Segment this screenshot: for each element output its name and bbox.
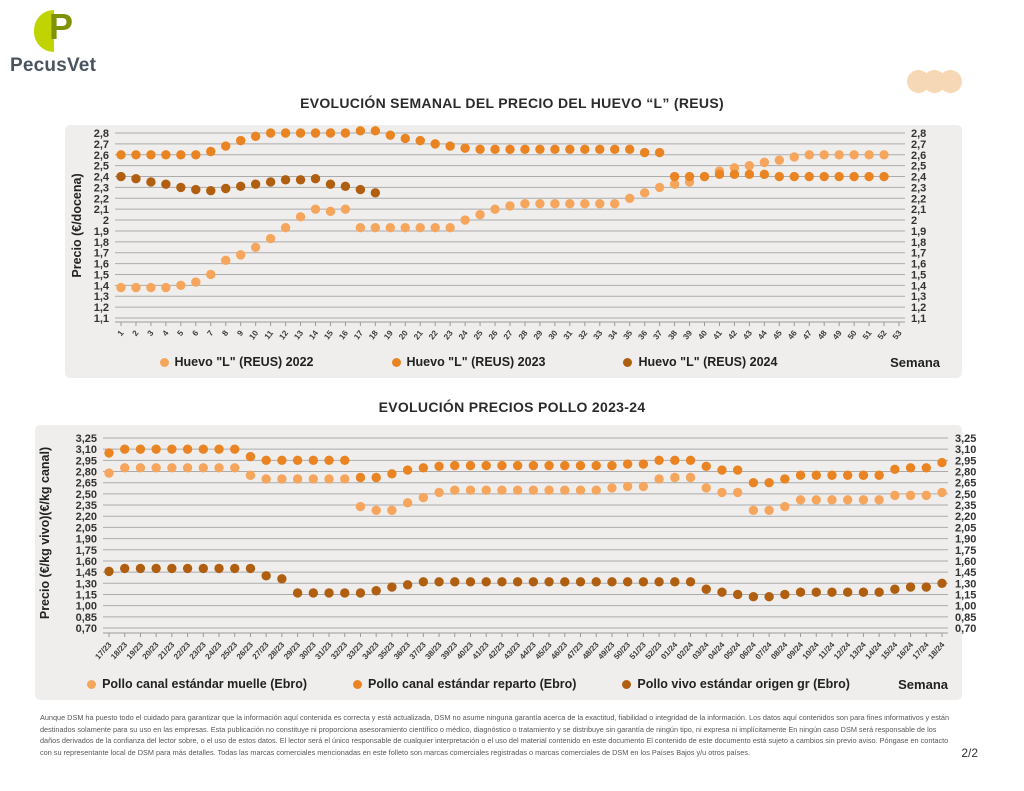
svg-text:30: 30 xyxy=(546,328,560,342)
svg-text:31: 31 xyxy=(561,328,575,342)
svg-text:2,8: 2,8 xyxy=(93,128,109,140)
svg-text:35/23: 35/23 xyxy=(376,640,397,662)
svg-text:1,3: 1,3 xyxy=(93,291,109,304)
svg-text:21: 21 xyxy=(412,328,425,342)
legend-item xyxy=(392,355,546,369)
svg-text:1,2: 1,2 xyxy=(93,302,109,315)
svg-text:2,50: 2,50 xyxy=(75,488,97,501)
svg-text:0,70: 0,70 xyxy=(955,623,977,635)
svg-text:2,65: 2,65 xyxy=(75,477,97,490)
svg-text:2,50: 2,50 xyxy=(955,488,977,501)
svg-text:01/24: 01/24 xyxy=(659,640,680,662)
svg-text:04/24: 04/24 xyxy=(706,640,727,662)
legend-marker-reparto xyxy=(353,680,362,689)
svg-text:1,90: 1,90 xyxy=(955,533,977,546)
svg-text:50: 50 xyxy=(845,328,859,342)
svg-text:52: 52 xyxy=(875,328,889,342)
svg-text:1,30: 1,30 xyxy=(955,578,977,591)
svg-text:28: 28 xyxy=(516,328,530,342)
svg-text:33: 33 xyxy=(591,328,605,342)
svg-text:1,1: 1,1 xyxy=(93,313,109,325)
svg-text:1,60: 1,60 xyxy=(955,555,977,568)
svg-text:14: 14 xyxy=(307,328,321,342)
svg-text:16: 16 xyxy=(337,328,350,342)
svg-text:24: 24 xyxy=(456,328,470,342)
svg-text:1,00: 1,00 xyxy=(955,600,977,613)
svg-text:23: 23 xyxy=(442,328,455,342)
svg-text:38: 38 xyxy=(666,328,680,342)
svg-text:1,8: 1,8 xyxy=(911,236,927,249)
svg-text:4: 4 xyxy=(160,328,171,338)
svg-text:18/24: 18/24 xyxy=(926,640,947,662)
svg-text:1,1: 1,1 xyxy=(911,313,927,325)
svg-text:1,5: 1,5 xyxy=(93,269,109,282)
svg-text:2,95: 2,95 xyxy=(955,455,977,468)
svg-text:2,65: 2,65 xyxy=(955,477,977,490)
svg-text:40/23: 40/23 xyxy=(454,640,475,662)
svg-text:15: 15 xyxy=(322,328,336,342)
svg-text:43: 43 xyxy=(741,328,754,342)
svg-text:49: 49 xyxy=(831,328,844,342)
svg-text:2: 2 xyxy=(102,215,109,228)
svg-text:2,3: 2,3 xyxy=(911,182,927,195)
svg-text:1,45: 1,45 xyxy=(75,567,97,580)
legend-item xyxy=(622,677,850,691)
svg-text:03/24: 03/24 xyxy=(690,640,711,662)
svg-text:29/23: 29/23 xyxy=(281,640,303,662)
svg-text:06/24: 06/24 xyxy=(737,640,758,662)
svg-text:14/24: 14/24 xyxy=(863,640,884,662)
svg-text:18/23: 18/23 xyxy=(109,640,130,662)
svg-text:02/24: 02/24 xyxy=(674,640,696,662)
svg-text:1,9: 1,9 xyxy=(911,225,927,238)
svg-text:23/23: 23/23 xyxy=(187,640,208,662)
legend-marker-2022 xyxy=(160,358,169,367)
legend-label-2024: Huevo "L" (REUS) 2024 xyxy=(638,355,778,369)
svg-text:49/23: 49/23 xyxy=(596,640,617,662)
svg-text:32: 32 xyxy=(576,328,590,342)
svg-text:1,9: 1,9 xyxy=(93,225,109,238)
svg-text:20: 20 xyxy=(397,328,410,342)
legend-marker-2024 xyxy=(623,358,632,367)
svg-text:51/23: 51/23 xyxy=(627,640,648,662)
svg-text:2,6: 2,6 xyxy=(93,149,109,162)
svg-text:33/23: 33/23 xyxy=(344,640,365,662)
svg-text:1,2: 1,2 xyxy=(911,302,927,315)
svg-text:2,5: 2,5 xyxy=(911,160,927,173)
svg-text:31/23: 31/23 xyxy=(313,640,334,662)
svg-text:11: 11 xyxy=(262,328,276,342)
svg-text:48: 48 xyxy=(816,328,829,342)
svg-text:47: 47 xyxy=(801,328,814,342)
svg-text:2,05: 2,05 xyxy=(75,522,97,535)
svg-text:22/23: 22/23 xyxy=(171,640,193,662)
x-axis-title: Semana xyxy=(898,676,948,692)
svg-text:28/23: 28/23 xyxy=(266,640,287,662)
svg-text:2,3: 2,3 xyxy=(93,182,109,195)
svg-text:2,2: 2,2 xyxy=(911,193,927,206)
svg-text:42: 42 xyxy=(726,328,739,342)
svg-text:07/24: 07/24 xyxy=(753,640,774,662)
svg-text:15/24: 15/24 xyxy=(879,640,900,662)
svg-text:13/24: 13/24 xyxy=(847,640,868,662)
svg-text:29: 29 xyxy=(531,328,545,342)
svg-text:45: 45 xyxy=(771,328,784,342)
svg-text:11/24: 11/24 xyxy=(816,640,837,661)
svg-text:46/23: 46/23 xyxy=(549,640,570,662)
logo-letter: P xyxy=(49,6,74,47)
svg-text:36: 36 xyxy=(636,328,650,342)
legend-item xyxy=(87,677,307,691)
chicken-price-chart xyxy=(35,425,995,670)
svg-text:17/24: 17/24 xyxy=(910,640,931,662)
series-2-points xyxy=(116,172,380,198)
svg-text:13: 13 xyxy=(292,328,306,342)
legend-item xyxy=(623,355,777,369)
svg-text:2,4: 2,4 xyxy=(93,171,109,184)
svg-text:2,80: 2,80 xyxy=(955,466,977,479)
svg-text:48/23: 48/23 xyxy=(580,640,601,662)
svg-text:3,10: 3,10 xyxy=(75,444,97,457)
svg-text:38/23: 38/23 xyxy=(423,640,444,662)
legend-label-2023: Huevo "L" (REUS) 2023 xyxy=(406,355,546,369)
svg-text:52/23: 52/23 xyxy=(643,640,664,662)
series-2-points xyxy=(104,564,946,602)
svg-text:0,85: 0,85 xyxy=(955,611,977,624)
svg-text:50/23: 50/23 xyxy=(612,640,633,662)
svg-text:2,95: 2,95 xyxy=(75,455,97,468)
egg-chart-title: EVOLUCIÓN SEMANAL DEL PRECIO DEL HUEVO “L” (REUS) xyxy=(300,95,724,111)
page-number: 2/2 xyxy=(961,746,978,760)
svg-text:39: 39 xyxy=(681,328,695,342)
svg-text:2,20: 2,20 xyxy=(955,511,977,524)
svg-text:2: 2 xyxy=(911,215,918,228)
svg-text:42/23: 42/23 xyxy=(486,640,507,662)
svg-text:44/23: 44/23 xyxy=(517,640,538,662)
svg-text:25/23: 25/23 xyxy=(219,640,240,662)
svg-text:3,10: 3,10 xyxy=(955,444,977,457)
svg-text:2,1: 2,1 xyxy=(93,204,109,217)
svg-text:1,6: 1,6 xyxy=(93,258,109,271)
svg-text:2,80: 2,80 xyxy=(75,466,97,479)
svg-text:6: 6 xyxy=(190,328,201,338)
svg-text:27: 27 xyxy=(501,328,515,342)
series-0-points xyxy=(104,463,946,515)
egg-price-chart xyxy=(65,125,962,350)
svg-text:2,7: 2,7 xyxy=(93,138,109,151)
svg-text:5: 5 xyxy=(175,328,186,338)
svg-text:51: 51 xyxy=(860,328,874,342)
svg-text:2: 2 xyxy=(130,328,141,338)
svg-text:9: 9 xyxy=(235,328,246,338)
svg-text:17/23: 17/23 xyxy=(93,640,114,662)
svg-text:21/23: 21/23 xyxy=(156,640,177,662)
svg-text:16/24: 16/24 xyxy=(894,640,916,662)
svg-text:34/23: 34/23 xyxy=(360,640,381,662)
svg-text:1,4: 1,4 xyxy=(911,280,927,293)
svg-text:10: 10 xyxy=(247,328,261,342)
pecusvet-logo xyxy=(10,6,130,77)
svg-text:37: 37 xyxy=(651,328,665,342)
egg-chart-panel xyxy=(65,125,962,378)
svg-text:1,3: 1,3 xyxy=(911,291,927,304)
legend-item xyxy=(160,355,314,369)
svg-text:2,05: 2,05 xyxy=(955,522,977,535)
svg-text:1,5: 1,5 xyxy=(911,269,927,282)
svg-text:17: 17 xyxy=(352,328,365,342)
legend-label-reparto: Pollo canal estándar reparto (Ebro) xyxy=(368,677,577,691)
svg-text:1,90: 1,90 xyxy=(75,533,97,546)
svg-text:2,5: 2,5 xyxy=(93,160,109,173)
legend-label-2022: Huevo "L" (REUS) 2022 xyxy=(174,355,314,369)
svg-text:1,60: 1,60 xyxy=(75,555,97,568)
series-1-points xyxy=(116,126,888,181)
svg-text:1,45: 1,45 xyxy=(955,567,977,580)
svg-text:43/23: 43/23 xyxy=(502,640,523,662)
svg-text:1,30: 1,30 xyxy=(75,578,97,591)
decorative-dots xyxy=(914,70,962,93)
svg-text:2,2: 2,2 xyxy=(93,193,109,206)
decorative-dot xyxy=(939,70,962,93)
svg-text:1,15: 1,15 xyxy=(75,589,97,602)
svg-text:09/24: 09/24 xyxy=(784,640,806,662)
svg-text:3,25: 3,25 xyxy=(75,433,97,445)
svg-text:Precio (€/docena): Precio (€/docena) xyxy=(70,173,84,278)
svg-text:39/23: 39/23 xyxy=(439,640,460,662)
svg-text:2,35: 2,35 xyxy=(75,500,97,513)
svg-text:37/23: 37/23 xyxy=(407,640,428,662)
svg-text:40: 40 xyxy=(696,328,710,342)
svg-text:2,20: 2,20 xyxy=(75,511,97,524)
chart-svg xyxy=(65,125,962,350)
svg-text:2,7: 2,7 xyxy=(911,138,927,151)
svg-text:08/24: 08/24 xyxy=(769,640,790,662)
svg-text:8: 8 xyxy=(220,328,231,338)
chart-svg xyxy=(35,425,995,670)
svg-text:1,15: 1,15 xyxy=(955,589,977,602)
svg-text:2,4: 2,4 xyxy=(911,171,927,184)
chicken-chart-panel xyxy=(35,425,977,700)
svg-text:1,4: 1,4 xyxy=(93,280,109,293)
svg-text:34: 34 xyxy=(606,328,620,342)
x-axis-title: Semana xyxy=(890,354,940,370)
svg-text:1,7: 1,7 xyxy=(93,247,109,260)
legend-marker-muelle xyxy=(87,680,96,689)
svg-text:0,70: 0,70 xyxy=(75,623,97,635)
svg-text:25: 25 xyxy=(471,328,485,342)
svg-text:7: 7 xyxy=(205,328,216,338)
legend-marker-vivo xyxy=(622,680,631,689)
svg-text:Precio (€/kg vivo)(€/kg canal): Precio (€/kg vivo)(€/kg canal) xyxy=(38,446,52,620)
chicken-chart-legend xyxy=(35,677,962,691)
svg-text:45/23: 45/23 xyxy=(533,640,554,662)
svg-text:05/24: 05/24 xyxy=(722,640,743,662)
legend-label-muelle: Pollo canal estándar muelle (Ebro) xyxy=(102,677,307,691)
svg-text:24/23: 24/23 xyxy=(203,640,224,662)
legend-label-vivo: Pollo vivo estándar origen gr (Ebro) xyxy=(637,677,850,691)
svg-text:46: 46 xyxy=(786,328,799,342)
legend-marker-2023 xyxy=(392,358,401,367)
svg-text:12: 12 xyxy=(277,328,291,342)
chicken-chart-title: EVOLUCIÓN PRECIOS POLLO 2023-24 xyxy=(378,399,646,415)
svg-text:3: 3 xyxy=(145,328,156,338)
pecusvet-logo-icon xyxy=(34,6,76,52)
svg-text:32/23: 32/23 xyxy=(329,640,350,662)
svg-text:1,75: 1,75 xyxy=(955,544,977,557)
svg-text:36/23: 36/23 xyxy=(392,640,413,662)
svg-text:19: 19 xyxy=(382,328,395,342)
svg-text:22: 22 xyxy=(427,328,440,342)
svg-text:27/23: 27/23 xyxy=(250,640,271,662)
svg-text:1,75: 1,75 xyxy=(75,544,97,557)
svg-text:2,8: 2,8 xyxy=(911,128,927,140)
svg-text:2,35: 2,35 xyxy=(955,500,977,513)
svg-text:35: 35 xyxy=(621,328,635,342)
svg-text:1: 1 xyxy=(115,328,126,338)
svg-text:30/23: 30/23 xyxy=(297,640,318,662)
svg-text:1,8: 1,8 xyxy=(93,236,109,249)
svg-text:1,7: 1,7 xyxy=(911,247,927,260)
svg-text:12/24: 12/24 xyxy=(832,640,853,662)
series-0-points xyxy=(116,150,888,292)
svg-text:0,85: 0,85 xyxy=(75,611,97,624)
disclaimer-text: Aunque DSM ha puesto todo el cuidado para garantizar que la información aquí contenida es correcta y está actualizada, DSM no asume ninguna garantía acerca de la exactitud, fiabilidad o integridad de la información. Los datos aquí contenidos son para fines informativos y están destinados solamente para su uso en las empresas. Esta publicación no constituye ni proporciona asesoramiento científico o médico, diagnóstico o tratamiento y se distribuye sin garantía de ningún tipo, ni expresa ni implícitamente En ningún caso DSM será responsable de los daños derivados de la confianza del lector sobre, o el uso de estos datos. El lector será el único responsable de cualquier interpretación o el uso del material contenido en este documento El contenido de este documento está sujeto a cambios sin previo aviso. Póngase en contacto con su representante local de DSM para más detalles. Todas las marcas comerciales mencionadas en este folleto son marcas comerciales registradas o marcas comerciales de DSM en los Países Bajos y/u otros países. xyxy=(40,713,950,757)
svg-text:53: 53 xyxy=(890,328,904,342)
svg-text:26/23: 26/23 xyxy=(234,640,255,662)
svg-text:2,1: 2,1 xyxy=(911,204,927,217)
svg-text:19/23: 19/23 xyxy=(124,640,145,662)
logo-text: PecusVet xyxy=(10,55,97,76)
svg-text:3,25: 3,25 xyxy=(955,433,977,445)
svg-text:26: 26 xyxy=(486,328,500,342)
egg-chart-legend xyxy=(65,355,962,369)
svg-text:44: 44 xyxy=(756,328,769,342)
legend-item xyxy=(353,677,576,691)
svg-text:41: 41 xyxy=(711,328,725,342)
svg-text:18: 18 xyxy=(367,328,380,342)
svg-text:41/23: 41/23 xyxy=(470,640,491,662)
svg-text:2,6: 2,6 xyxy=(911,149,927,162)
svg-text:47/23: 47/23 xyxy=(564,640,585,662)
svg-text:1,00: 1,00 xyxy=(75,600,97,613)
svg-text:10/24: 10/24 xyxy=(800,640,821,662)
svg-text:1,6: 1,6 xyxy=(911,258,927,271)
svg-text:20/23: 20/23 xyxy=(140,640,161,662)
